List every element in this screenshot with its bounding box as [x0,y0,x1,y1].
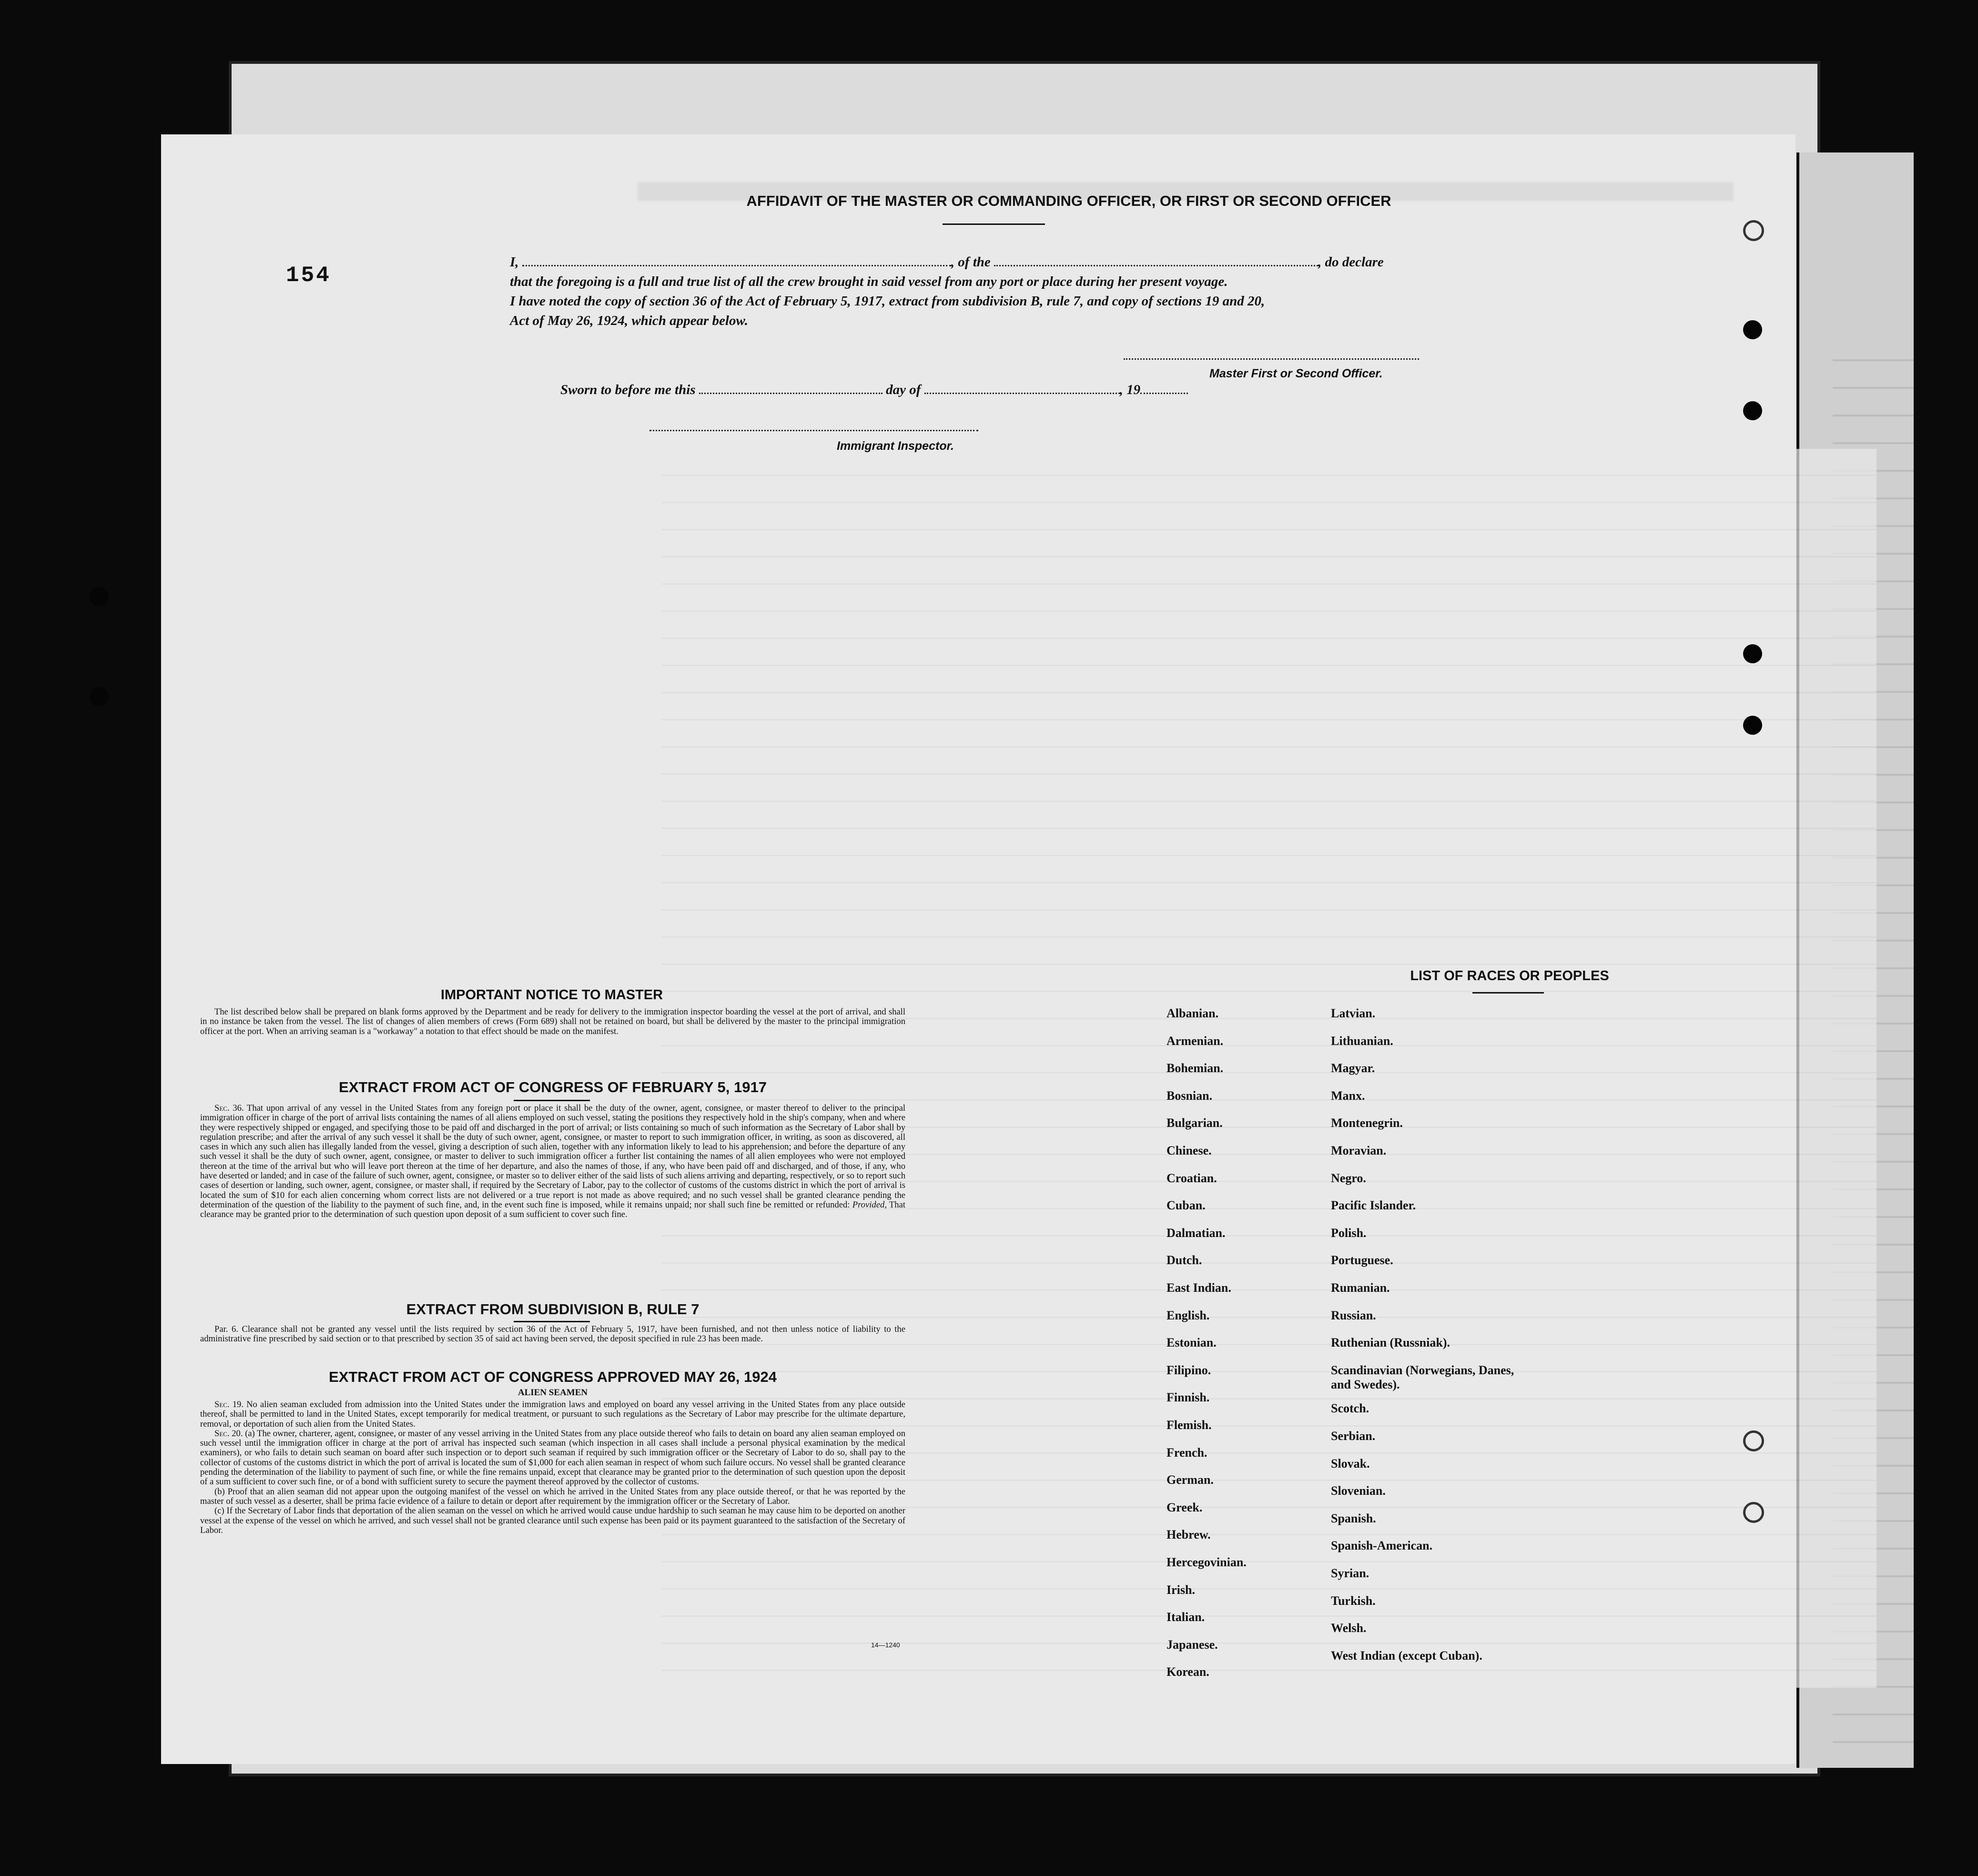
race-item: Dutch. [1167,1253,1202,1268]
race-item: Hercegovinian. [1167,1555,1247,1569]
race-item: Bohemian. [1167,1061,1224,1075]
race-item: Korean. [1167,1665,1209,1679]
race-item: Latvian. [1331,1006,1376,1020]
binder-hole-ring [1743,1502,1764,1523]
binder-hole-ring [1743,220,1764,241]
master-signature-label: Master First or Second Officer. [1209,367,1383,380]
race-item: Scotch. [1331,1401,1369,1416]
inspector-signature-label: Immigrant Inspector. [837,439,954,453]
race-item: Bulgarian. [1167,1116,1223,1130]
section-rule [514,1100,590,1101]
binder-hole [1743,401,1762,420]
race-item: Manx. [1331,1088,1365,1103]
sworn-line: Sworn to before me this day of , 19 [560,382,1188,398]
race-item: Flemish. [1167,1418,1212,1432]
extract-1924-title: EXTRACT FROM ACT OF CONGRESS APPROVED MAY 26, 1924 [329,1369,777,1385]
handwritten-page-number: 154 [286,263,331,288]
race-item: Pacific Islander. [1331,1198,1416,1213]
race-item: Slovenian. [1331,1484,1386,1498]
race-item: Japanese. [1167,1637,1218,1652]
binder-hole [90,687,109,706]
race-item: Magyar. [1331,1061,1375,1075]
race-item: Finnish. [1167,1390,1210,1405]
affidavit-title: AFFIDAVIT OF THE MASTER OR COMMANDING OFFICER, OR FIRST OR SECOND OFFICER [746,193,1391,209]
form-print-code: 14—1240 [871,1641,900,1649]
race-item: Serbian. [1331,1429,1376,1443]
race-item: Scandinavian (Norwegians, Danes, and Swedes). [1331,1363,1514,1391]
race-item: German. [1167,1473,1214,1487]
extract-rule7-body: Par. 6. Clearance shall not be granted any vessel until the lists required by section 36 of the Act of February 5, 1917, have been furnished, and not then unless notice of liability to the administrative fine prescribed by said section or to that prescribed by section 35 of said act having been served, the deposit specified in rule 23 has been made. [200,1324,905,1344]
race-item: Rumanian. [1331,1281,1390,1295]
declaration-line-1: I, , of the , do declare [510,254,1384,270]
race-item: Hebrew. [1167,1528,1211,1542]
extract-1917-body: Sec. 36. That upon arrival of any vessel in the United States from any foreign port or place it shall be the duty of the owner, agent, consignee, or master thereof to deliver to the principal immigration officer in charge of the port of arrival lists containing the names of all aliens employed on such vessel, stating the positions they respectively hold in the ship's company, when and where they were respectively shipped or engaged, and specifying those to be paid off and discharged in the port of arrival; or lists containing so much of such information as the Secretary of Labor shall by regulation prescribe; and after the arrival of any such vessel it shall be the duty of such owner, agent, consignee, or master to report to such immigration officer, in writing, as soon as discovered, all cases in which any such alien has illegally landed from the vessel, giving a description of such alien, together with any information likely to lead to his apprehension; and before the departure of any such vessel it shall be the duty of such owner, agent, consignee, or master to deliver to such immigration officer a further list containing the names of all alien employees who were not employed thereon at the time of the arrival but who will leave port thereon at the time of her departure, and also the names of those, if any, who have been paid off and discharged, and of those, if any, who have deserted or landed; and in case of the failure of such owner, agent, consignee, or master so to deliver either of the said lists of such aliens arriving and departing, respectively, or so to report such cases of desertion or landing, such owner, agent, consignee, or master shall, if required by the Secretary of Labor, pay to the collector of customs of the customs district in which the port of arrival is located the sum of $10 for each alien concerning whom correct lists are not delivered or a true report is not made as above required; and no such vessel shall be granted clearance pending the determination of the question of the liability to the payment of such fine, and, in the event such fine is imposed, while it remains unpaid; nor shall such fine be remitted or refunded: Provided, That clearance may be granted prior to the determination of such question upon deposit of a sum sufficient to cover such fine. [200,1103,905,1220]
race-item: Dalmatian. [1167,1226,1226,1240]
binder-hole [1743,644,1762,663]
race-item: Turkish. [1331,1593,1376,1608]
race-item: Croatian. [1167,1171,1217,1185]
race-item: French. [1167,1445,1207,1460]
race-item: Cuban. [1167,1198,1206,1213]
extract-1924-body: Sec. 19. No alien seaman excluded from admission into the United States under the immigration laws and employed on board any vessel arriving in the United States from any place outside thereof, shall be permitted to land in the United States, except temporarily for medical treatment, or pursuant to such regulations as the Secretary of Labor may prescribe for the ultimate departure, removal, or deportation of such alien from the United States. Sec. 20. (a) The owner, charterer, agent, consignee, or master of any vessel arriving in the United States from any place outside thereof who fails to detain on board any alien seaman employed on such vessel until the immigration officer in charge at the port of arrival has inspected such seaman (which inspection in all cases shall include a personal physical examination by the medical examiners), or who fails to detain such seaman on board after such inspection or to deport such seaman if required by such immigration officer or the Secretary of Labor to do so, shall pay to the collector of customs of the customs district in which the port of arrival is located the sum of $1,000 for each alien seaman in respect of whom such failure occurs. No vessel shall be granted clearance pending the determination of the liability to payment of such fine, or while the fine remains unpaid, except that clearance may be granted prior to the determination of such question upon the deposit of a sum sufficient to cover such fine, or of a bond with sufficient surety to secure the payment thereof approved by the collector of customs. (b) Proof that an alien seaman did not appear upon the outgoing manifest of the vessel on which he arrived in the United States from any place outside thereof, or that he was reported by the master of such vessel as a deserter, shall be prima facie evidence of a failure to detain or deport after requirement by the immigration officer or the Secretary of Labor. (c) If the Secretary of Labor finds that deportation of the alien seaman on the vessel on which he arrived would cause undue hardship to such seaman he may cause him to be deported on another vessel at the expense of the vessel on which he arrived, and such vessel shall not be granted clearance until such expense has been paid or its payment guaranteed to the satisfaction of the Secretary of Labor. [200,1399,906,1535]
race-item: Negro. [1331,1171,1366,1185]
race-item: Filipino. [1167,1363,1211,1377]
race-item: Chinese. [1167,1144,1212,1157]
race-item: Irish. [1167,1582,1195,1597]
sworn-day-blank[interactable] [699,393,882,394]
race-item: Greek. [1167,1500,1203,1514]
race-item: Russian. [1331,1308,1376,1322]
race-item: Lithuanian. [1331,1034,1393,1048]
race-item: Moravian. [1331,1144,1387,1157]
race-item: Armenian. [1167,1034,1224,1048]
races-title: LIST OF RACES OR PEOPLES [1410,968,1609,984]
race-item: Polish. [1331,1226,1367,1240]
declaration-line-3: I have noted the copy of section 36 of the Act of February 5, 1917, extract from subdivision B, rule 7, and copy of sections 19 and 20, [510,294,1265,309]
race-item: Welsh. [1331,1621,1367,1635]
race-item: Albanian. [1167,1006,1219,1020]
race-item: West Indian (except Cuban). [1331,1648,1482,1663]
race-item: East Indian. [1167,1281,1231,1295]
race-item: English. [1167,1308,1210,1322]
declaration-line-4: Act of May 26, 1924, which appear below. [510,313,748,328]
sworn-month-blank[interactable] [924,393,1120,394]
extract-rule7-title: EXTRACT FROM SUBDIVISION B, RULE 7 [406,1301,700,1318]
race-item: Bosnian. [1167,1088,1213,1103]
title-rule [943,223,1045,225]
notice-title: IMPORTANT NOTICE TO MASTER [440,987,663,1003]
binder-hole [1743,716,1762,735]
notice-body: The list described below shall be prepared on blank forms approved by the Department and be ready for delivery to the immigration inspector boarding the vessel at the port of arrival, and shall in no instance be taken from the vessel. The list of changes of alien members of crews (Form 689) shall not be retained on board, but shall be delivered by the master to the principal immigration officer at the port. When an arriving seaman is a "workaway" a notation to that effect should be made on the manifest. [200,1007,905,1036]
master-signature-line[interactable] [1124,358,1419,360]
race-item: Estonian. [1167,1336,1217,1350]
name-blank[interactable] [522,265,951,266]
inspector-signature-line[interactable] [649,430,978,431]
binder-hole [1743,320,1762,339]
binder-hole [90,587,109,606]
race-item: Spanish. [1331,1511,1376,1525]
race-item: Portuguese. [1331,1253,1393,1268]
vessel-blank[interactable] [994,265,1318,266]
races-rule [1472,992,1544,994]
race-item: Italian. [1167,1610,1205,1624]
binder-hole-ring [1743,1430,1764,1451]
section-rule [514,1321,590,1322]
extract-1917-title: EXTRACT FROM ACT OF CONGRESS OF FEBRUARY 5, 1917 [339,1079,767,1095]
race-item: Ruthenian (Russniak). [1331,1336,1450,1350]
race-item: Slovak. [1331,1456,1370,1470]
race-item: Spanish-American. [1331,1539,1433,1553]
race-item: Montenegrin. [1331,1116,1403,1130]
race-item: Syrian. [1331,1566,1369,1581]
extract-1924-subtitle: ALIEN SEAMEN [517,1388,588,1398]
affidavit-sheet [161,134,1795,1764]
sworn-year-blank[interactable] [1140,393,1188,394]
declaration-line-2: that the foregoing is a full and true list of all the crew brought in said vessel from any port or place during her present voyage. [510,274,1228,289]
